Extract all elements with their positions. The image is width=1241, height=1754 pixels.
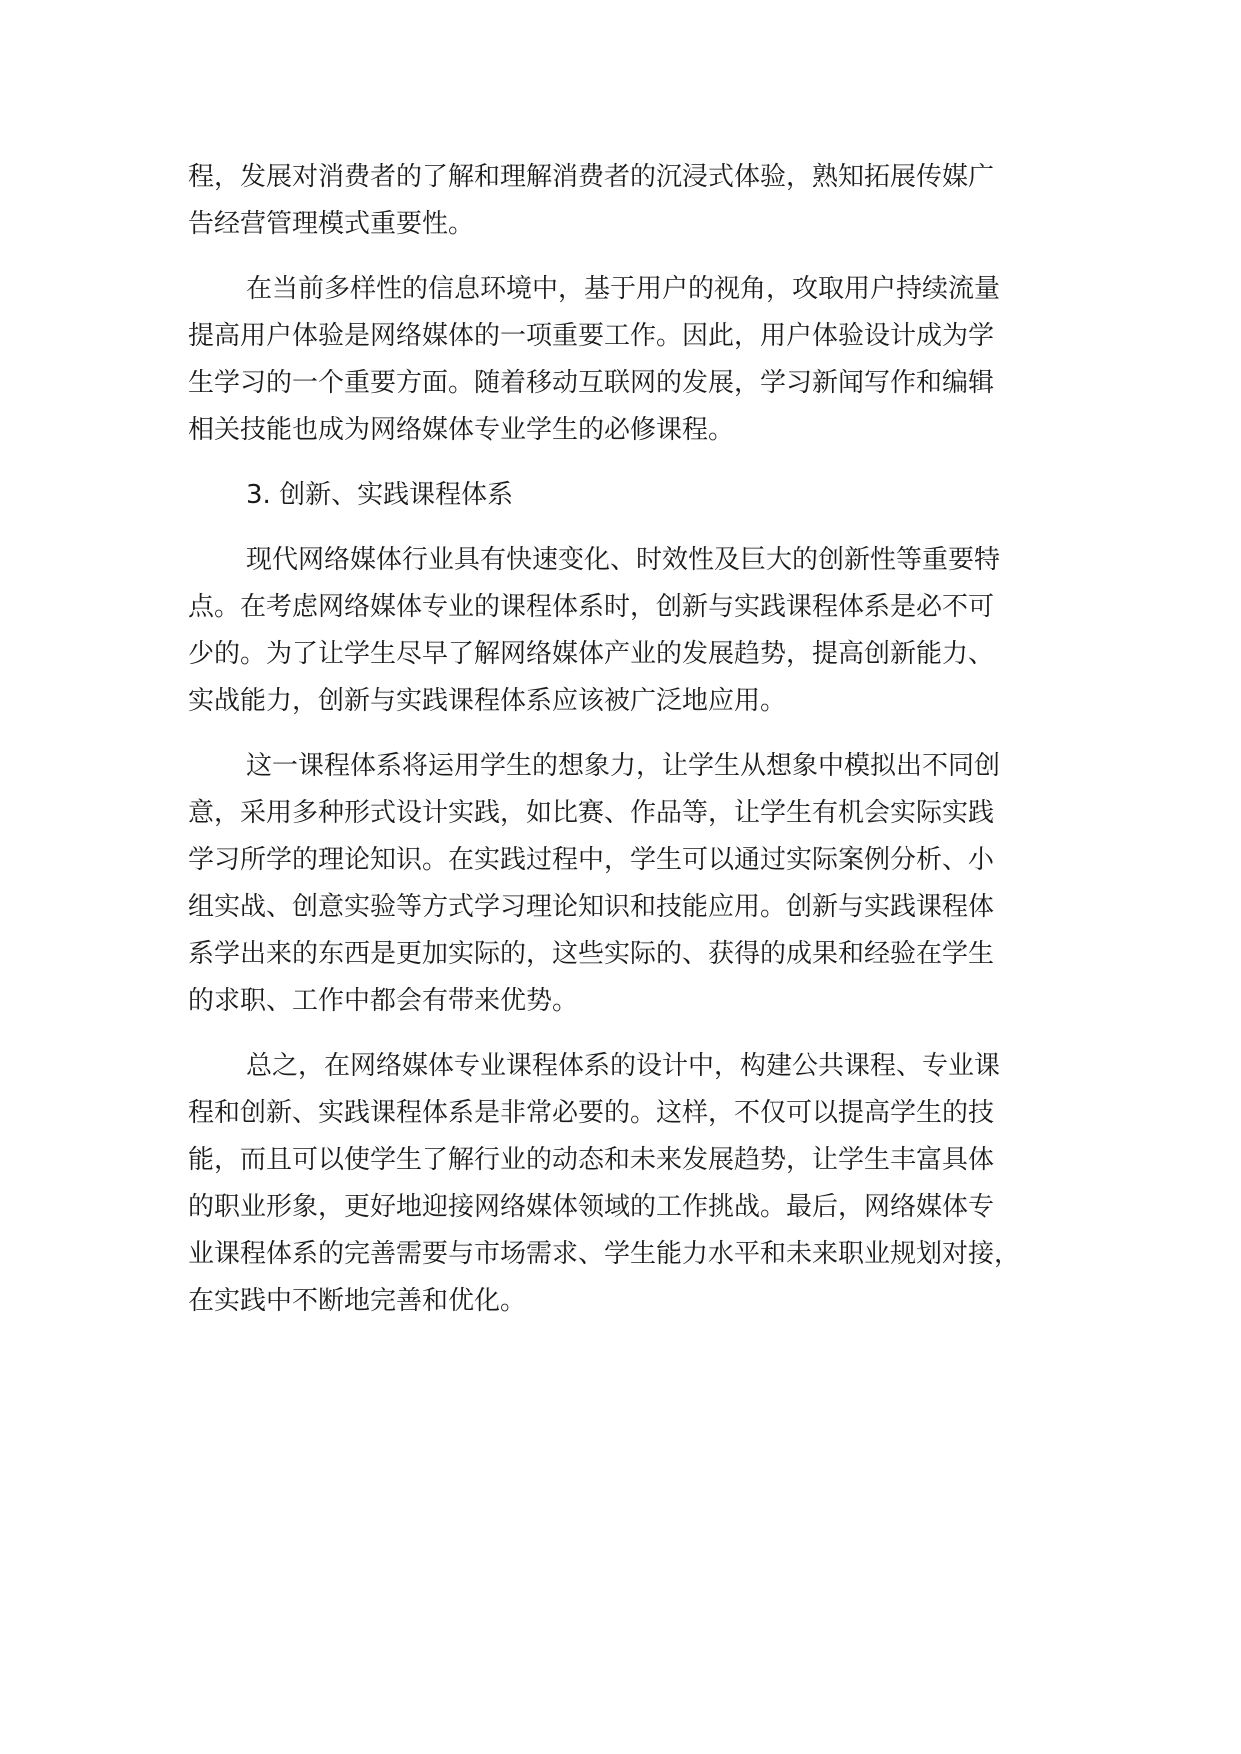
text-line: 提高用户体验是网络媒体的一项重要工作。因此，用户体验设计成为学 <box>188 321 995 351</box>
text-line: 现代网络媒体行业具有快速变化、时效性及巨大的创新性等重要特 <box>246 545 1001 575</box>
paragraph-conclusion <box>188 1043 1088 1325</box>
text-line: 生学习的一个重要方面。随着移动互联网的发展，学习新闻写作和编辑 <box>188 368 995 398</box>
text-line: 的求职、工作中都会有带来优势。 <box>188 986 579 1016</box>
paragraph-user-experience <box>188 266 1088 454</box>
text-line: 程和创新、实践课程体系是非常必要的。这样，不仅可以提高学生的技 <box>188 1098 995 1128</box>
text-line: 业课程体系的完善需要与市场需求、学生能力水平和未来职业规划对接， <box>188 1239 1021 1269</box>
text-line: 意，采用多种形式设计实践，如比赛、作品等，让学生有机会实际实践 <box>188 798 995 828</box>
text-line: 的职业形象，更好地迎接网络媒体领域的工作挑战。最后，网络媒体专 <box>188 1192 995 1222</box>
text-line: 实战能力，创新与实践课程体系应该被广泛地应用。 <box>188 686 787 716</box>
text-line: 这一课程体系将运用学生的想象力，让学生从想象中模拟出不同创 <box>246 751 1001 781</box>
text-line: 告经营管理模式重要性。 <box>188 209 475 239</box>
heading-text: 3. 创新、实践课程体系 <box>246 480 514 510</box>
text-line: 程，发展对消费者的了解和理解消费者的沉浸式体验，熟知拓展传媒广 <box>188 162 995 192</box>
text-line: 能，而且可以使学生了解行业的动态和未来发展趋势，让学生丰富具体 <box>188 1145 995 1175</box>
text-line: 相关技能也成为网络媒体专业学生的必修课程。 <box>188 415 735 445</box>
paragraph-modern-media <box>188 537 1088 725</box>
text-line: 在实践中不断地完善和优化。 <box>188 1286 527 1316</box>
document-body <box>188 154 1088 1343</box>
text-line: 学习所学的理论知识。在实践过程中，学生可以通过实际案例分析、小 <box>188 845 995 875</box>
section-heading <box>188 472 1088 519</box>
text-line: 系学出来的东西是更加实际的，这些实际的、获得的成果和经验在学生 <box>188 939 995 969</box>
text-line: 组实战、创意实验等方式学习理论知识和技能应用。创新与实践课程体 <box>188 892 995 922</box>
text-line: 少的。为了让学生尽早了解网络媒体产业的发展趋势，提高创新能力、 <box>188 639 995 669</box>
text-line: 在当前多样性的信息环境中，基于用户的视角，攻取用户持续流量 <box>246 274 1001 304</box>
paragraph-imagination <box>188 743 1088 1025</box>
text-line: 点。在考虑网络媒体专业的课程体系时，创新与实践课程体系是必不可 <box>188 592 995 622</box>
paragraph-continuation <box>188 154 1088 248</box>
text-line: 总之，在网络媒体专业课程体系的设计中，构建公共课程、专业课 <box>246 1051 1001 1081</box>
